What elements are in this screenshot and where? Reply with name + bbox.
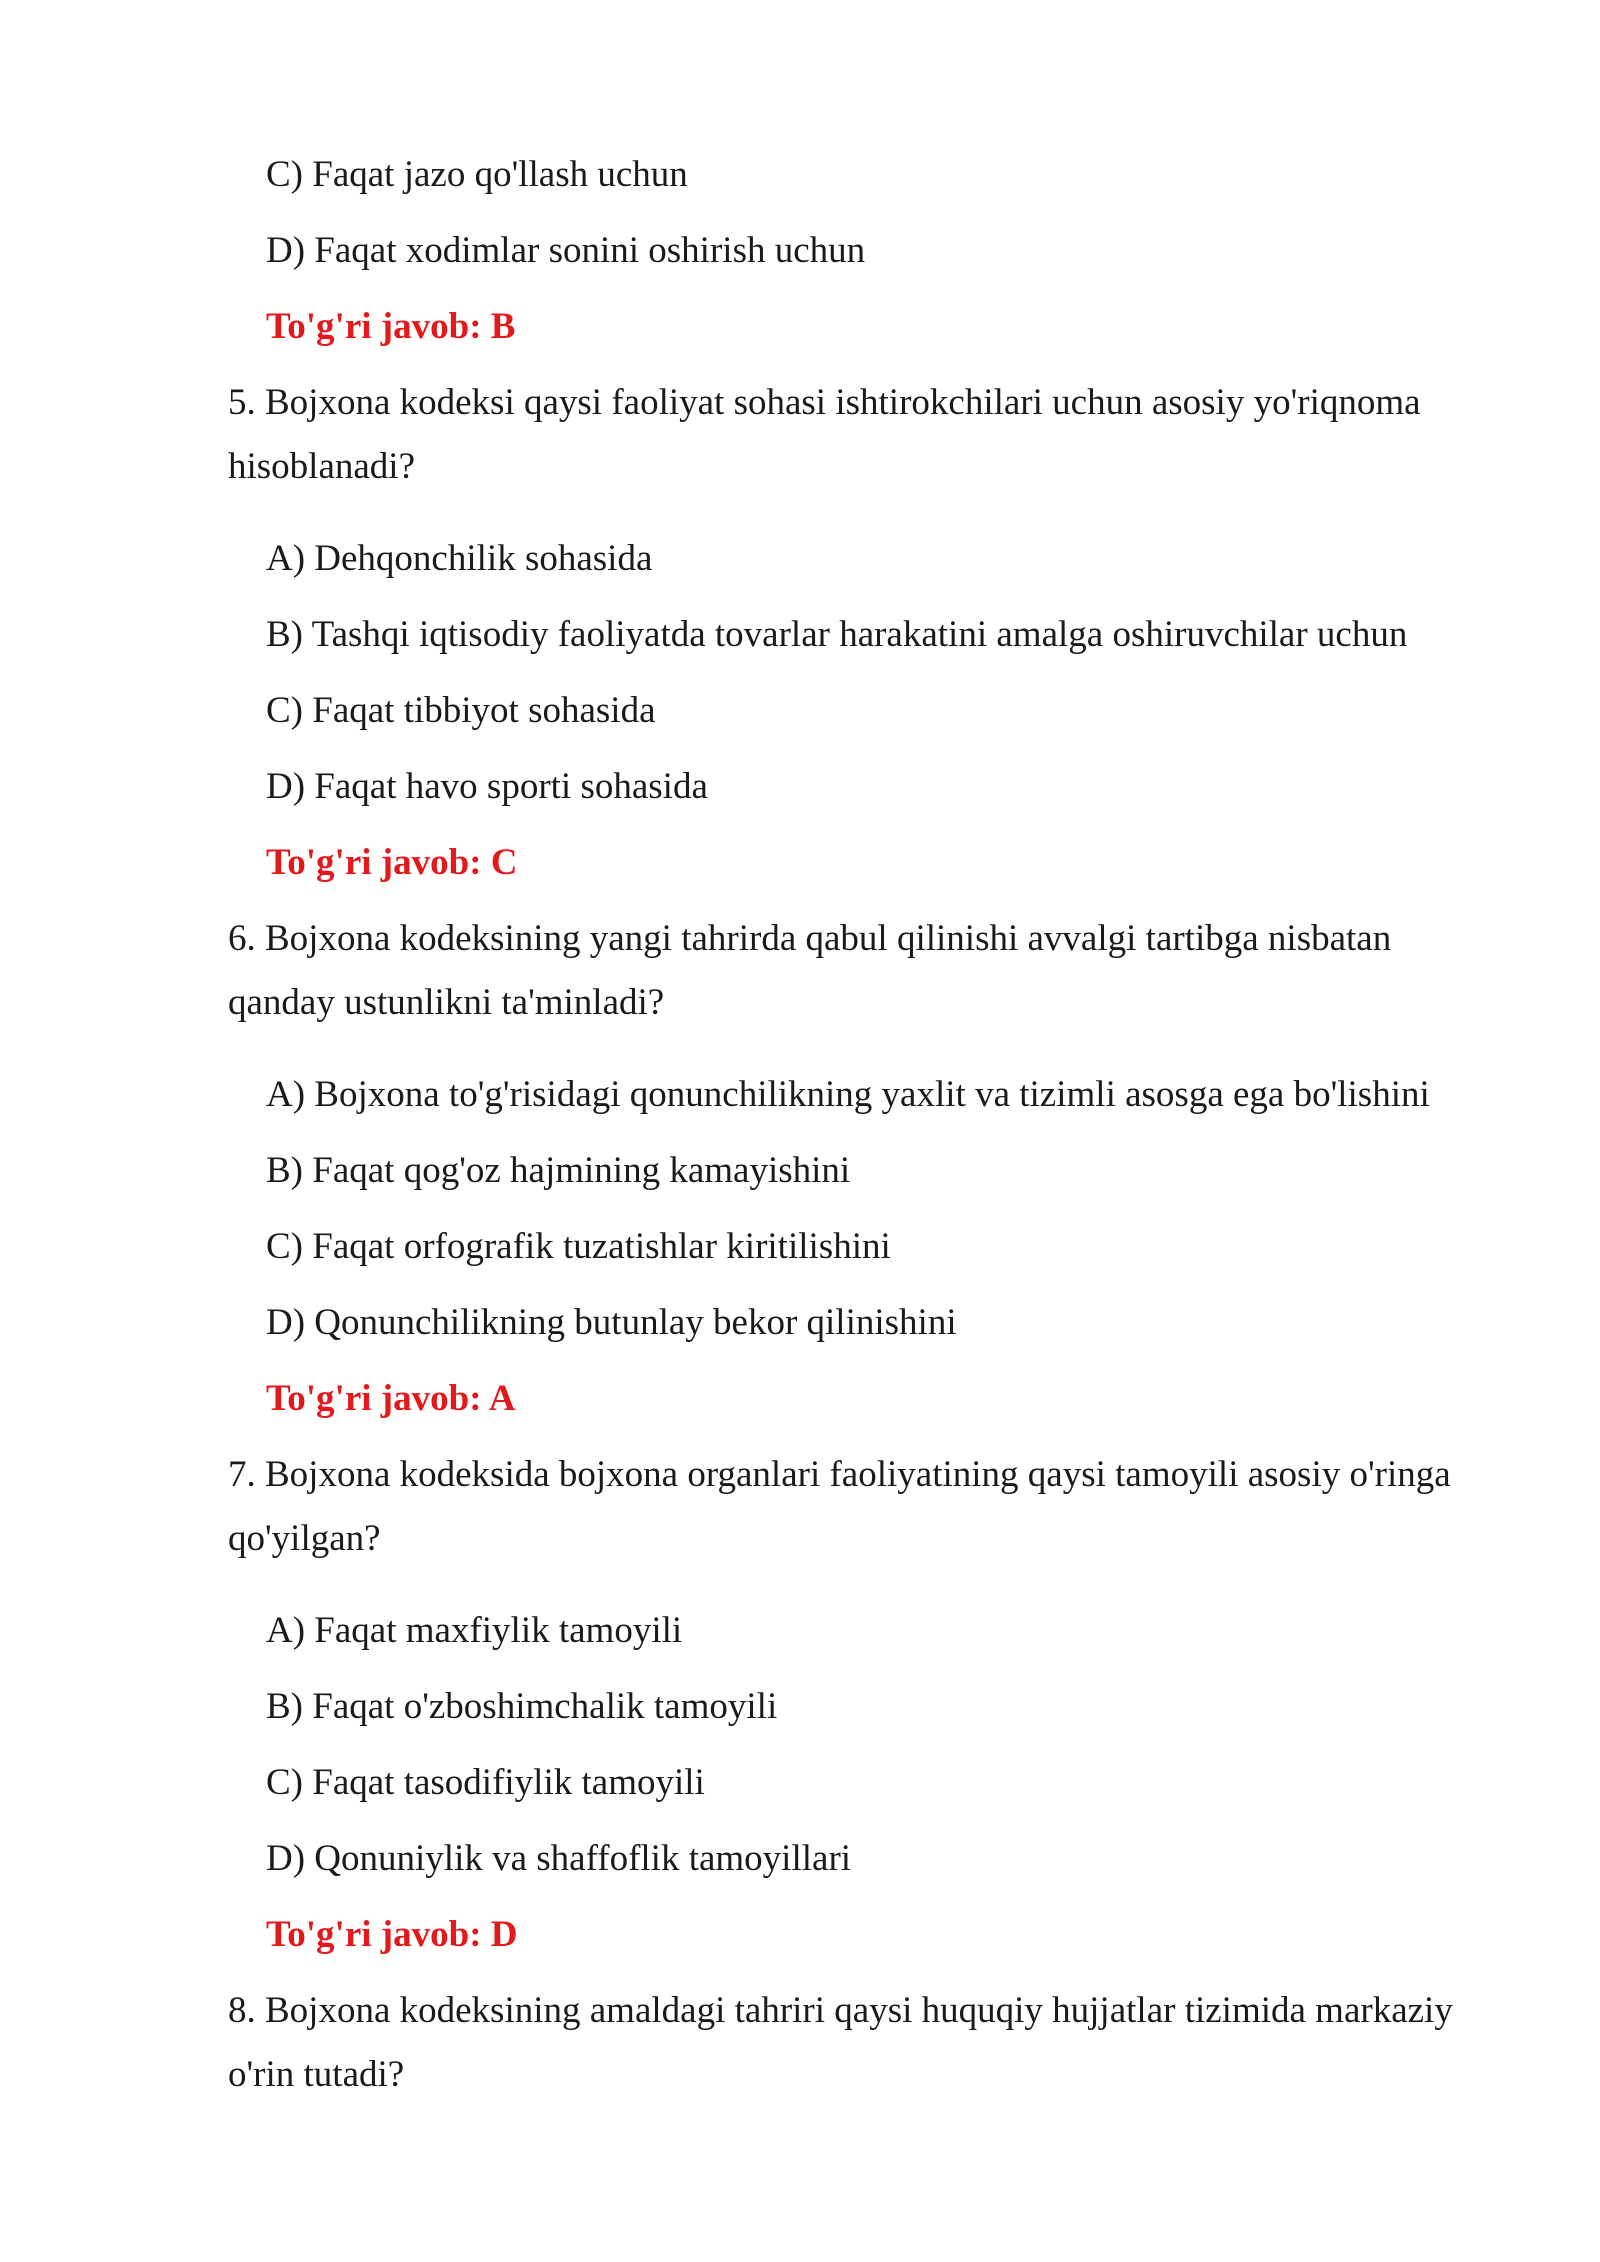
q5-option-d: D) Faqat havo sporti sohasida (266, 766, 708, 807)
q5-option-c: C) Faqat tibbiyot sohasida (266, 690, 656, 731)
q5-option-a: A) Dehqonchilik sohasida (266, 538, 653, 579)
q7-correct-answer: To'g'ri javob: D (266, 1914, 518, 1955)
q4-option-c: C) Faqat jazo qo'llash uchun (266, 154, 688, 195)
q7-option-d: D) Qonuniylik va shaffoflik tamoyillari (266, 1838, 852, 1879)
q5-option-b: B) Tashqi iqtisodiy faoliyatda tovarlar harakatini amalga oshiruvchilar uchun (266, 614, 1408, 655)
q6-question-line-1: 6. Bojxona kodeksining yangi tahrirda qabul qilinishi avvalgi tartibga nisbatan (228, 918, 1392, 959)
q5-correct-answer: To'g'ri javob: C (266, 842, 518, 883)
q5-question-line-1: 5. Bojxona kodeksi qaysi faoliyat sohasi ishtirokchilari uchun asosiy yo'riqnoma (228, 382, 1421, 423)
q5-question-line-2: hisoblanadi? (228, 446, 416, 487)
q6-correct-answer: To'g'ri javob: A (266, 1378, 516, 1419)
q6-option-a: A) Bojxona to'g'risidagi qonunchilikning yaxlit va tizimli asosga ega bo'lishini (266, 1074, 1430, 1115)
q4-correct-answer: To'g'ri javob: B (266, 306, 516, 347)
q6-option-c: C) Faqat orfografik tuzatishlar kiritilishini (266, 1226, 891, 1267)
q8-question-line-1: 8. Bojxona kodeksining amaldagi tahriri qaysi huquqiy hujjatlar tizimida markaziy (228, 1990, 1453, 2031)
q7-option-c: C) Faqat tasodifiylik tamoyili (266, 1762, 705, 1803)
q7-option-a: A) Faqat maxfiylik tamoyili (266, 1610, 683, 1651)
q7-question-line-2: qo'yilgan? (228, 1518, 381, 1559)
q7-option-b: B) Faqat o'zboshimchalik tamoyili (266, 1686, 778, 1727)
q4-option-d: D) Faqat xodimlar sonini oshirish uchun (266, 230, 866, 271)
q6-option-d: D) Qonunchilikning butunlay bekor qilinishini (266, 1302, 957, 1343)
q6-option-b: B) Faqat qog'oz hajmining kamayishini (266, 1150, 851, 1191)
q6-question-line-2: qanday ustunlikni ta'minladi? (228, 982, 665, 1023)
q7-question-line-1: 7. Bojxona kodeksida bojxona organlari faoliyatining qaysi tamoyili asosiy o'ringa (228, 1454, 1451, 1495)
q8-question-line-2: o'rin tutadi? (228, 2054, 405, 2095)
